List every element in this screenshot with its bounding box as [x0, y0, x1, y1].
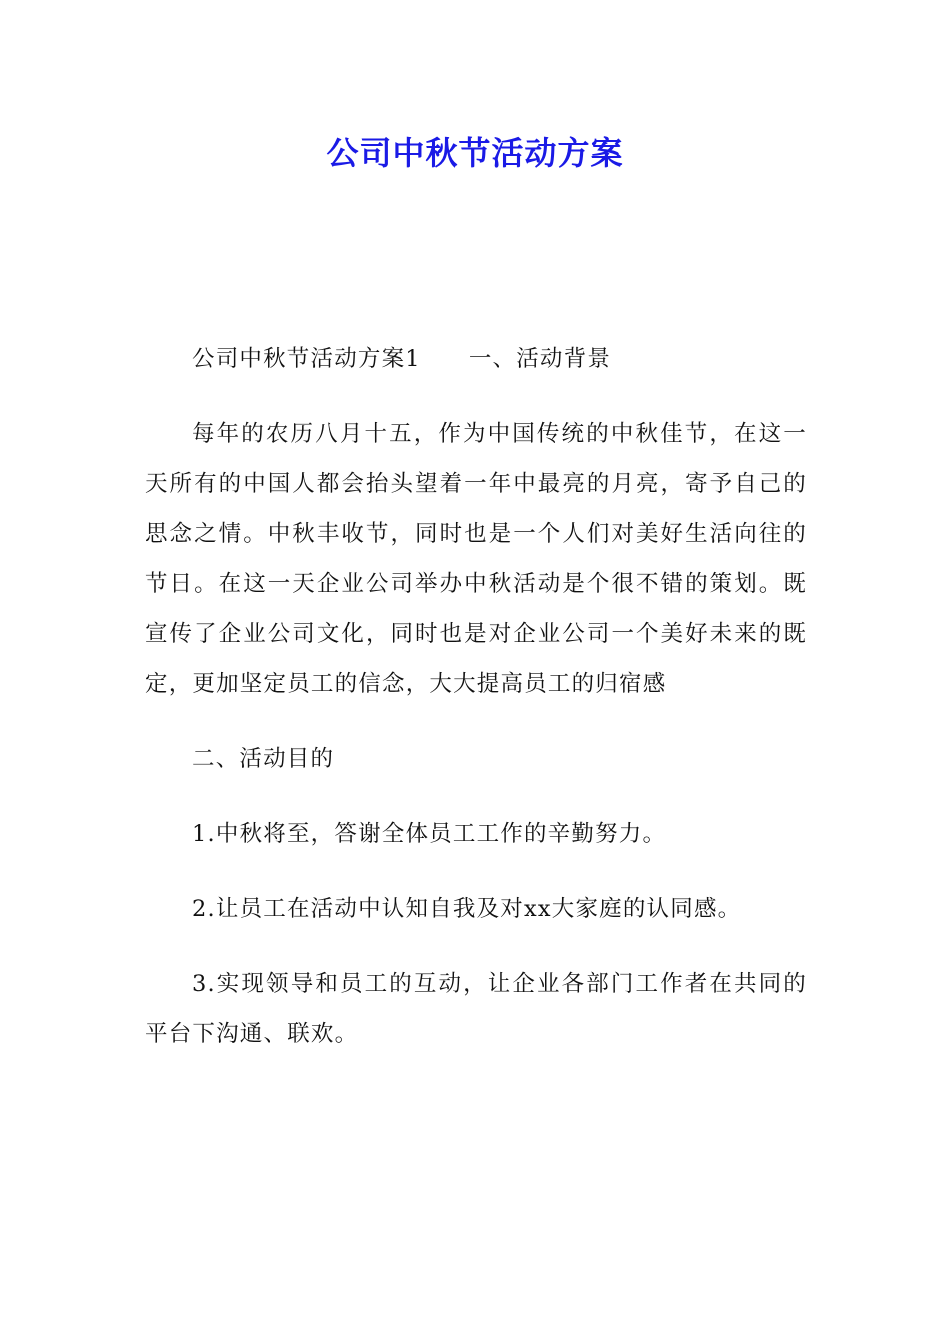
paragraph-goal-1: 1.中秋将至，答谢全体员工工作的辛勤努力。: [192, 821, 667, 847]
section-heading: [145, 334, 807, 384]
paragraph-goal-3: 3.实现领导和员工的互动，让企业各部门工作者在共同的平台下沟通、联欢。: [145, 971, 807, 1047]
paragraph-goal-2: 2.让员工在活动中认知自我及对xx大家庭的认同感。: [192, 896, 742, 922]
document-title: 公司中秋节活动方案: [326, 134, 624, 172]
paragraph-goal-heading: 二、活动目的: [192, 746, 335, 772]
document-body: [145, 334, 807, 1084]
section-heading-sub: 一、活动背景: [468, 346, 612, 372]
paragraph-background: 每年的农历八月十五，作为中国传统的中秋佳节，在这一天所有的中国人都会抬头望着一年中最亮的月亮，寄予自己的思念之情。中秋丰收节，同时也是一个人们对美好生活向往的节日。在这一天企业公司举办中秋活动是个很不错的策划。既宣传了企业公司文化，同时也是对企业公司一个美好未来的既定，更加坚定员工的信念，大大提高员工的归宿感: [145, 421, 807, 697]
section-heading-prefix: 公司中秋节活动方案1: [192, 346, 421, 372]
